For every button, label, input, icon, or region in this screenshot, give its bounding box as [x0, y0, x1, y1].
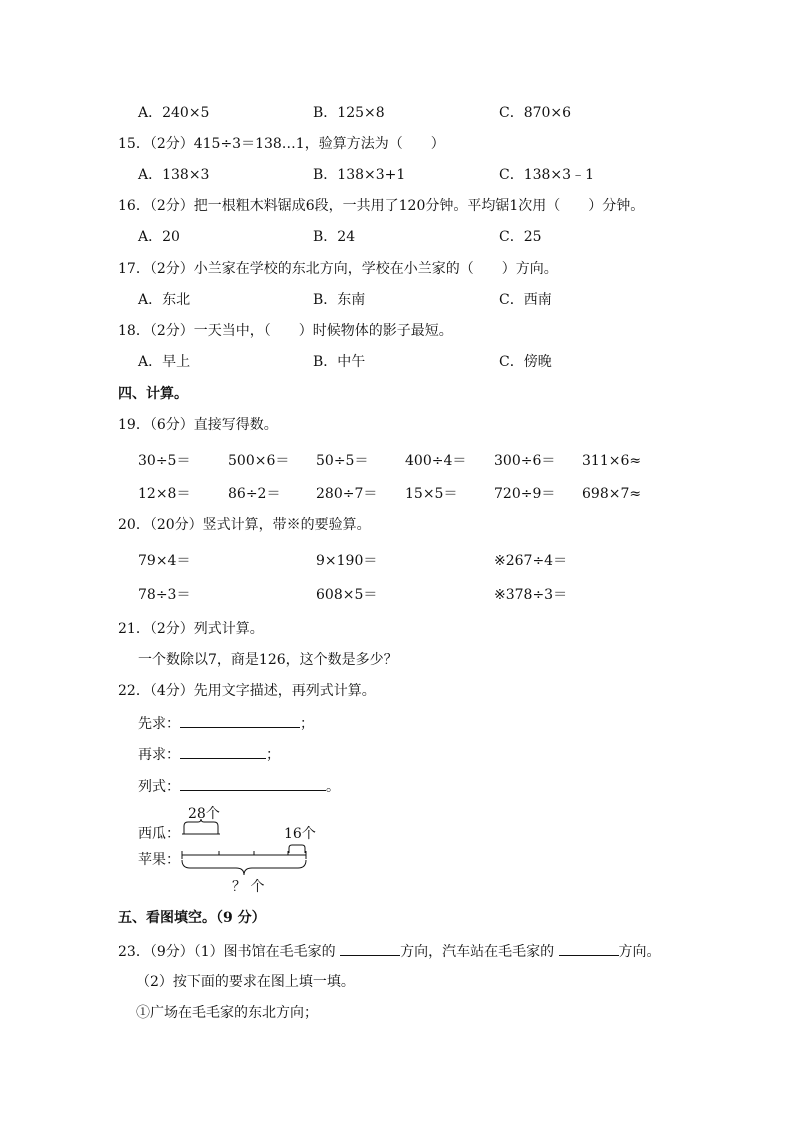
q19-item: 720÷9＝ [494, 486, 556, 502]
section-4-heading: 四、计算。 [118, 386, 188, 402]
q22-then-row [138, 744, 280, 764]
q23-line1 [118, 941, 661, 961]
q22-first-row [138, 713, 314, 733]
diagram-total: ？ 个 [232, 879, 265, 895]
q18-option-b: B．中午 [313, 354, 366, 370]
q16-option-a: A．20 [138, 229, 180, 245]
q19-item: 30÷5＝ [138, 453, 191, 469]
q19-text: 19．（6分）直接写得数。 [118, 417, 278, 433]
q21-text: 21．（2分）列式计算。 [118, 621, 264, 637]
q18-option-a: A．早上 [138, 354, 191, 370]
q21-subtext: 一个数除以7，商是126，这个数是多少？ [138, 652, 398, 668]
q16-option-c: C．25 [499, 229, 542, 245]
q15-option-c: C．138×3﹣1 [499, 167, 594, 183]
q15-option-b: B．138×3+1 [313, 167, 406, 183]
q19-item: 86÷2＝ [228, 486, 281, 502]
q17-option-c: C．西南 [499, 292, 552, 308]
diagram-watermelon-count: 28个 [188, 806, 220, 822]
q22-then-label: 再求： [138, 747, 180, 763]
q20-item: ※267÷4＝ [494, 553, 568, 569]
section-5-heading: 五、看图填空。（9 分） [118, 910, 266, 926]
q23-text-a: 23．（9分）（1）图书馆在毛毛家的 [118, 944, 336, 960]
q19-item: 698×7≈ [582, 486, 642, 502]
q19-item: 280÷7＝ [316, 486, 378, 502]
diagram-brace-top [184, 819, 218, 834]
diagram-apple-label: 苹果： [138, 852, 180, 868]
q20-item: 79×4＝ [138, 553, 191, 569]
q20-item: 9×190＝ [316, 553, 378, 569]
q17-text: 17．（2分）小兰家在学校的东北方向，学校在小兰家的（ ）方向。 [118, 261, 558, 277]
q23-blank-1[interactable] [340, 941, 400, 956]
q17-option-a: A．东北 [138, 292, 191, 308]
q17-option-b: B．东南 [313, 292, 366, 308]
q19-item: 400÷4＝ [405, 453, 467, 469]
q23-text-c: 方向。 [618, 944, 661, 960]
diagram-brace-small [289, 845, 305, 853]
q19-item: 12×8＝ [138, 486, 191, 502]
q22-first-blank[interactable] [180, 713, 300, 728]
q22-text: 22．（4分）先用文字描述，再列式计算。 [118, 683, 376, 699]
q22-first-end: ； [300, 716, 314, 732]
q20-item: ※378÷3＝ [494, 587, 568, 603]
q18-option-c: C．傍晚 [499, 354, 552, 370]
q22-formula-label: 列式： [138, 779, 180, 795]
q23-line3: ①广场在毛毛家的东北方向； [136, 1005, 318, 1021]
q23-blank-2[interactable] [559, 941, 619, 956]
q22-formula-row [138, 776, 340, 796]
diagram-brace-bottom [182, 860, 306, 875]
q19-item: 500×6＝ [228, 453, 290, 469]
q15-option-a: A．138×3 [138, 167, 210, 183]
q22-formula-end: 。 [326, 779, 340, 795]
q20-item: 78÷3＝ [138, 587, 191, 603]
q19-item: 300÷6＝ [494, 453, 556, 469]
q15-text: 15．（2分）415÷3＝138…1，验算方法为（ ） [118, 136, 445, 152]
q19-item: 311×6≈ [582, 453, 642, 469]
q22-then-end: ； [266, 747, 280, 763]
q19-item: 15×5＝ [405, 486, 458, 502]
q22-first-label: 先求： [138, 716, 180, 732]
q19-item: 50÷5＝ [316, 453, 369, 469]
q20-text: 20．（20分）竖式计算，带※的要验算。 [118, 517, 371, 533]
q16-text: 16．（2分）把一根粗木料锯成6段，一共用了120分钟。平均锯1次用（ ）分钟。 [118, 198, 645, 214]
q22-formula-blank[interactable] [180, 776, 326, 791]
q14-option-a: A．240×5 [138, 105, 210, 121]
q23-text-b: 方向，汽车站在毛毛家的 [400, 944, 555, 960]
q23-line2: （2）按下面的要求在图上填一填。 [136, 974, 355, 990]
q14-option-c: C．870×6 [499, 105, 572, 121]
q20-item: 608×5＝ [316, 587, 378, 603]
diagram-extra-count: 16个 [284, 826, 316, 842]
q16-option-b: B．24 [313, 229, 356, 245]
q18-text: 18．（2分）一天当中，（ ）时候物体的影子最短。 [118, 323, 453, 339]
q14-option-b: B．125×8 [313, 105, 385, 121]
q22-then-blank[interactable] [180, 744, 266, 759]
diagram-watermelon-label: 西瓜： [138, 826, 180, 842]
